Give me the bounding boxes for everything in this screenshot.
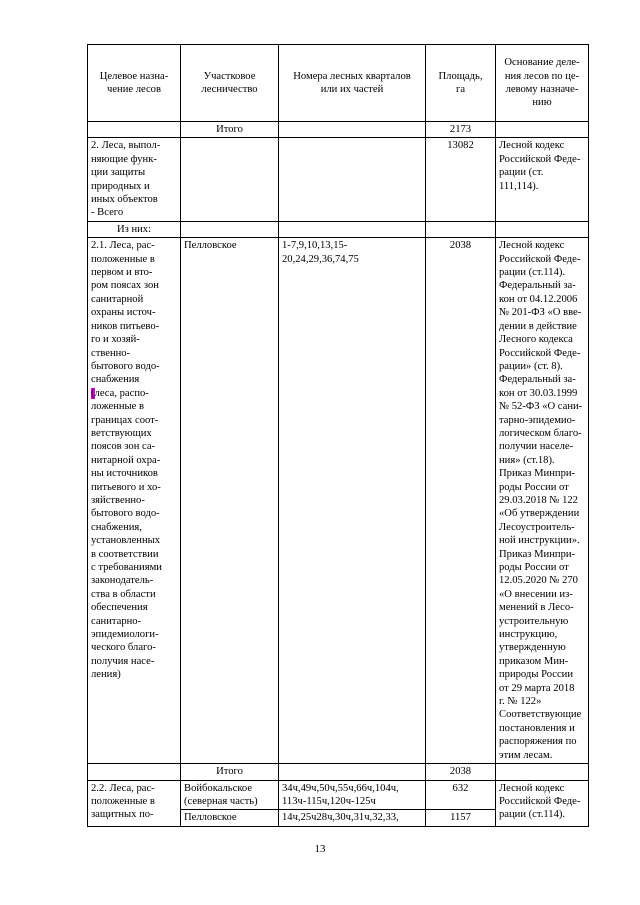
purpose-cell: 2.2. Леса, рас- положенные в защитных по-	[88, 780, 181, 826]
iz-nih-label: Из них:	[88, 221, 181, 237]
cell-empty	[279, 138, 426, 221]
quarters-cell: 1-7,9,10,13,15- 20,24,29,36,74,75	[279, 238, 426, 764]
table-row	[88, 221, 589, 237]
area-cell: 632	[426, 780, 496, 810]
forest-purpose-table	[87, 44, 589, 827]
quarters-cell: 14ч,25ч28ч,30ч,31ч,32,33,	[279, 810, 426, 826]
highlight-mark: (	[91, 387, 95, 399]
quarters-cell: 34ч,49ч,50ч,55ч,66ч,104ч, 113ч-115ч,120ч-125ч	[279, 780, 426, 810]
cell-empty	[496, 764, 589, 780]
cell-empty	[279, 122, 426, 138]
cell-empty	[181, 138, 279, 221]
basis-cell: Лесной кодекс Российской Феде- рации (ст.114). Федеральный за- кон от 04.12.2006 № 201-ФЗ «О вве- дении в действие Лесного кодекса Российской Феде- рации» (ст. 8). Федеральный за- кон от 30.03.1999 № 52-ФЗ «О сани- тарно-эпидемио- логическом благо- получии населе- ния» (ст.18). Приказ Минпри- роды России от 29.03.2018 № 122 «Об утверждении Лесоустроитель- ной инструкции». Приказ Минпри- роды России от 12.05.2020 № 270 «О внесении из- менений в Лесо- устроительную инструкцию, утвержденную приказом Мин- природы России от 29 марта 2018 г. № 122» Соответствующие постановления и распоряжения по этим лесам.	[496, 238, 589, 764]
area-cell: 2038	[426, 238, 496, 764]
header-basis: Основание деле- ния лесов по це- левому назначе- нию	[496, 45, 589, 122]
table-row	[88, 122, 589, 138]
cell-empty	[88, 122, 181, 138]
itogo-area: 2173	[426, 122, 496, 138]
page-number: 13	[314, 843, 326, 855]
cell-empty	[181, 221, 279, 237]
header-purpose: Целевое назна- чение лесов	[88, 45, 181, 122]
purpose-cell: 2. Леса, выпол- няющие функ- ции защиты природных и иных объектов - Всего	[88, 138, 181, 221]
header-quarters: Номера лесных кварталов или их частей	[279, 45, 426, 122]
cell-empty	[426, 221, 496, 237]
area-cell: 1157	[426, 810, 496, 826]
cell-empty	[88, 764, 181, 780]
cell-empty	[279, 764, 426, 780]
itogo-label: Итого	[181, 122, 279, 138]
itogo-area: 2038	[426, 764, 496, 780]
cell-empty	[496, 221, 589, 237]
header-area: Площадь, га	[426, 45, 496, 122]
table-row	[88, 764, 589, 780]
table-row	[88, 138, 589, 221]
purpose-cell	[88, 238, 181, 764]
cell-empty	[496, 122, 589, 138]
itogo-label: Итого	[181, 764, 279, 780]
cell-empty	[279, 221, 426, 237]
basis-cell: Лесной кодекс Российской Феде- рации (ст.114).	[496, 780, 589, 826]
table-row	[88, 238, 589, 764]
purpose-text-part1: 2.1. Леса, рас- положенные в первом и вто- ром поясах зон санитарной охраны источ- ников питьево- го и хозяй- ственно- бытового водо- снабжения	[91, 240, 160, 386]
header-district: Участковое лесничество	[181, 45, 279, 122]
table-header-row	[88, 45, 589, 122]
district-cell: Пелловское	[181, 810, 279, 826]
area-cell: 13082	[426, 138, 496, 221]
district-cell: Пелловское	[181, 238, 279, 764]
purpose-text-part2: леса, распо- ложенные в границах соот- ветствующих поясов зон са- нитарной охра- ны источников питьевого и хо- зяйственно- бытового водо- снабжения, установленных в соответствии с требованиями законодатель- ства в области обеспечения санитарно- эпидемиологи- ческого благо- получия насе- ления)	[91, 387, 162, 681]
district-cell: Войбокальское (северная часть)	[181, 780, 279, 810]
table-row	[88, 780, 589, 810]
basis-cell: Лесной кодекс Российской Феде- рации (ст. 111,114).	[496, 138, 589, 221]
